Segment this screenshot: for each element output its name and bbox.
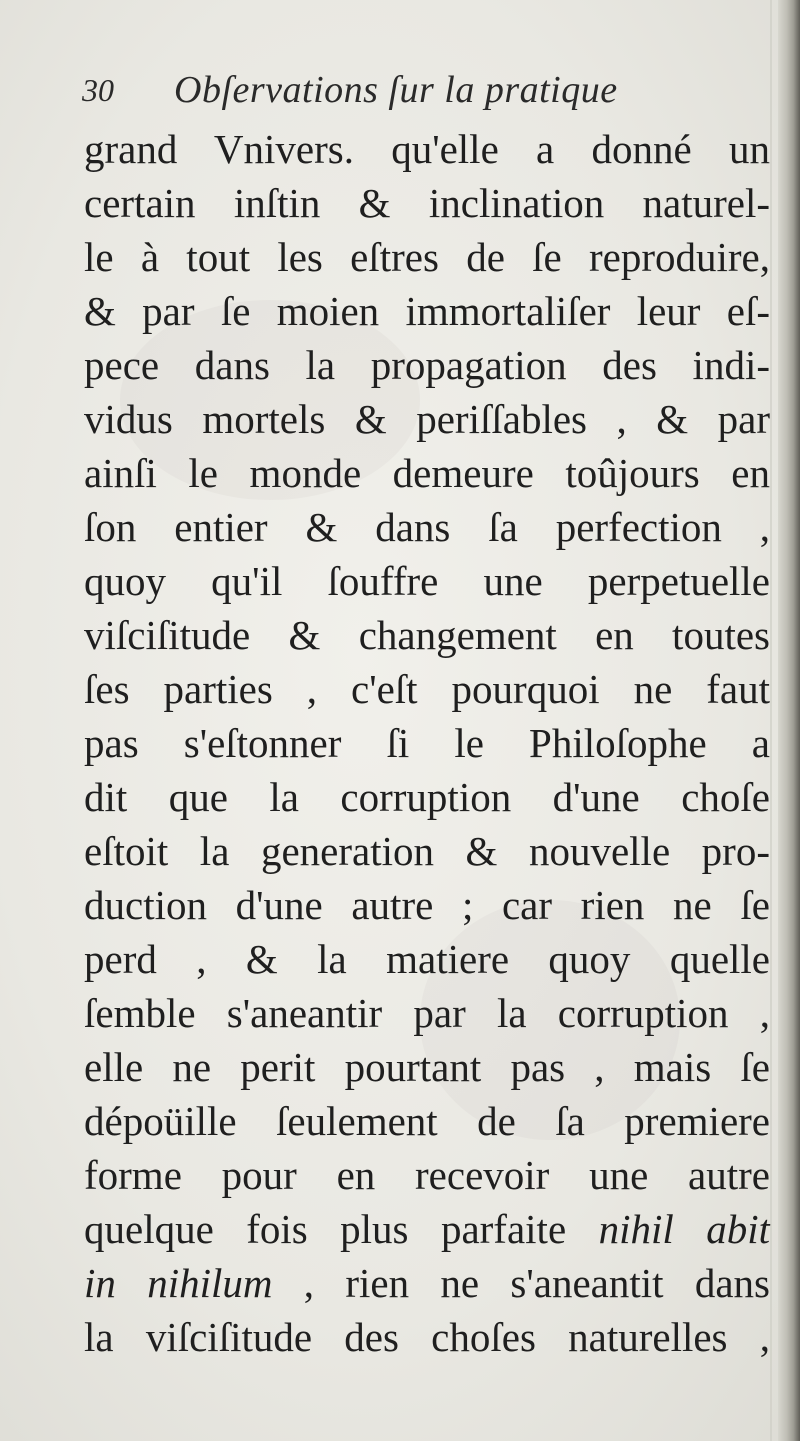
text-segment: quelque fois plus parfaite: [84, 1206, 567, 1252]
text-line: forme pour en recevoir une autre: [84, 1152, 770, 1198]
text-line: grand Vnivers. qu'elle a donné un: [84, 126, 770, 172]
italic-phrase: in nihilum: [84, 1260, 273, 1306]
text-line: viſciſitude & changement en toutes: [84, 612, 770, 658]
text-line: dit que la corruption d'une choſe: [84, 774, 770, 820]
text-line: la viſciſitude des choſes naturelles ,: [84, 1314, 770, 1360]
page-number: 30: [82, 72, 114, 108]
text-line: quoy qu'il ſouffre une perpetuelle: [84, 558, 770, 604]
text-line: eſtoit la generation & nouvelle pro-: [84, 828, 770, 874]
text-line: certain inſtin & inclination naturel-: [84, 180, 770, 226]
text-line: ſes parties , c'eſt pourquoi ne faut: [84, 666, 770, 712]
text-line: ainſi le monde demeure toûjours en: [84, 450, 770, 496]
text-line: ſon entier & dans ſa perfection ,: [84, 504, 770, 550]
text-line: [84, 1256, 770, 1310]
text-line: & par ſe moien immortaliſer leur eſ-: [84, 288, 770, 334]
text-line: duction d'une autre ; car rien ne ſe: [84, 882, 770, 928]
page-header: [82, 68, 722, 116]
running-title: Obſervations ſur la pratique: [174, 69, 618, 111]
text-line: vidus mortels & periſſables , & par: [84, 396, 770, 442]
text-line: perd , & la matiere quoy quelle: [84, 936, 770, 982]
text-line: le à tout les eſtres de ſe reproduire,: [84, 234, 770, 280]
italic-phrase: nihil abit: [598, 1206, 770, 1252]
text-line: pece dans la propagation des indi-: [84, 342, 770, 388]
text-line: pas s'eſtonner ſi le Philoſophe a: [84, 720, 770, 766]
page-edge-line: [770, 0, 772, 1441]
text-line: ſemble s'aneantir par la corruption ,: [84, 990, 770, 1036]
body-text: [84, 122, 774, 1364]
text-line-with-italic: [84, 1202, 770, 1256]
text-line: dépoüille ſeulement de ſa premiere: [84, 1098, 770, 1144]
text-segment: , rien ne s'aneantit dans: [272, 1260, 770, 1306]
text-line: elle ne perit pourtant pas , mais ſe: [84, 1044, 770, 1090]
page-edge-shadow: [778, 0, 800, 1441]
